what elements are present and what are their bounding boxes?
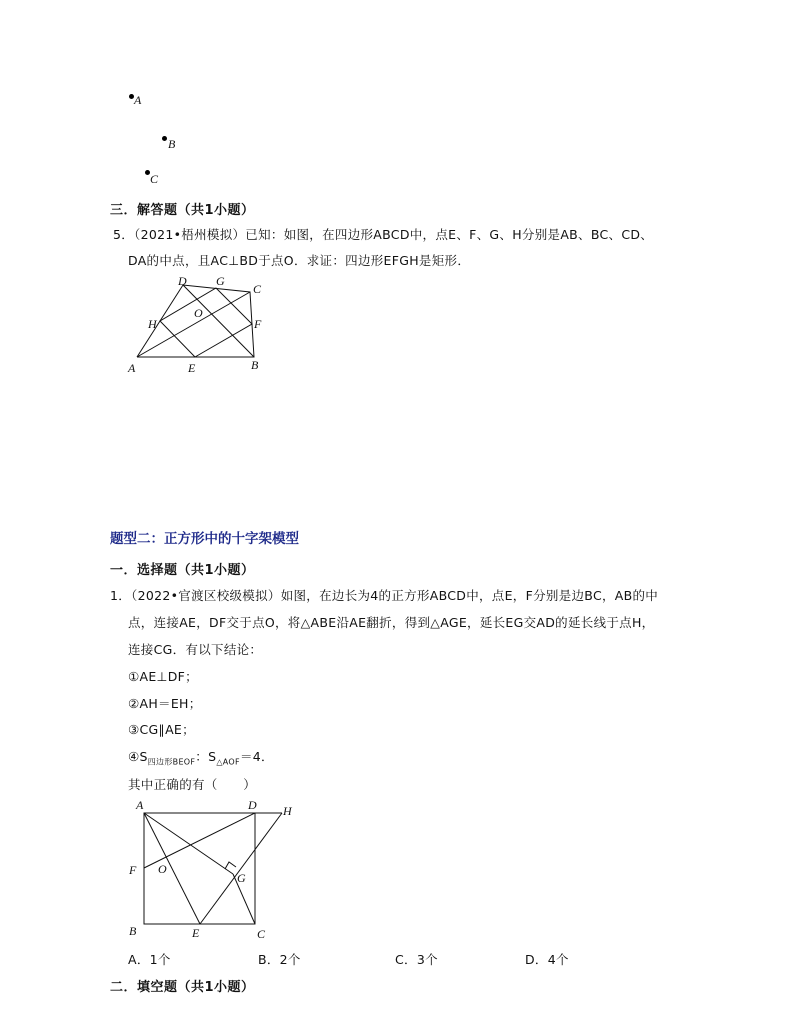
fig2-label-o: O — [158, 862, 167, 876]
c4-sub-1: 四边形BEOF — [147, 757, 196, 767]
c4-mid: ：S — [195, 749, 217, 764]
option-c[interactable]: C．3个 — [395, 952, 438, 967]
fig2-label-b: B — [129, 924, 137, 938]
point-b-dot — [162, 136, 167, 141]
type-2-heading: 题型二：正方形中的十字架模型 — [110, 531, 299, 547]
section-2-heading: 二．填空题（共1小题） — [110, 980, 255, 995]
point-c-label: C — [150, 172, 159, 186]
c4-sub-2: △AOF — [216, 757, 240, 767]
c4-suffix: ＝4． — [239, 749, 274, 764]
point-b-label: B — [168, 137, 176, 151]
segment-ae — [144, 813, 200, 924]
fig2-label-a: A — [136, 798, 144, 812]
fig1-label-a: A — [128, 361, 136, 375]
fig1-label-e: E — [188, 361, 196, 375]
fig2-label-h: H — [283, 804, 292, 818]
q1-conclusion-1: ①AE⊥DF； — [128, 669, 198, 684]
fig2-label-d: D — [248, 798, 257, 812]
fig1-label-c: C — [253, 282, 262, 296]
q1-line-2: 点，连接AE，DF交于点O，将△ABE沿AE翻折，得到△AGE，延长EG交AD的延长线于点H， — [128, 615, 655, 630]
q1-conclusion-2: ②AH＝EH； — [128, 696, 202, 711]
fig2-label-c: C — [257, 927, 266, 941]
q1-conclusion-3: ③CG∥AE； — [128, 722, 195, 737]
section-3-heading: 三．解答题（共1小题） — [110, 203, 255, 218]
square-figure — [124, 796, 300, 946]
fig1-label-b: B — [251, 358, 259, 372]
q1-line-1: 1．（2022•官渡区校级模拟）如图，在边长为4的正方形ABCD中，点E，F分别是边BC，AB的中 — [110, 588, 659, 603]
quadrilateral-figure — [120, 272, 280, 376]
right-angle-mark — [225, 862, 236, 869]
fig2-label-g: G — [237, 871, 246, 885]
fig1-label-o: O — [194, 306, 203, 320]
q1-prompt: 其中正确的有（ ） — [128, 777, 257, 792]
q5-line-2: DA的中点，且AC⊥BD于点O．求证：四边形EFGH是矩形． — [128, 253, 471, 268]
section-1-heading: 一．选择题（共1小题） — [110, 563, 255, 578]
fig2-label-e: E — [192, 926, 200, 940]
fig1-label-f: F — [254, 317, 262, 331]
segment-df — [144, 813, 255, 868]
fig1-label-d: D — [178, 274, 187, 288]
point-a-label: A — [134, 93, 142, 107]
option-a[interactable]: A．1个 — [128, 952, 171, 967]
option-d[interactable]: D．4个 — [525, 952, 569, 967]
option-b[interactable]: B．2个 — [258, 952, 301, 967]
q5-line-1: 5．（2021•梧州模拟）已知：如图，在四边形ABCD中，点E、F、G、H分别是AB、BC、CD、 — [113, 227, 654, 242]
segment-eh — [200, 813, 282, 924]
q1-line-3: 连接CG．有以下结论： — [128, 642, 263, 657]
fig1-label-g: G — [216, 274, 225, 288]
q1-conclusion-4 — [128, 747, 274, 768]
fig1-label-h: H — [148, 317, 157, 331]
fig2-label-f: F — [129, 863, 137, 877]
c4-prefix: ④S — [128, 749, 148, 764]
